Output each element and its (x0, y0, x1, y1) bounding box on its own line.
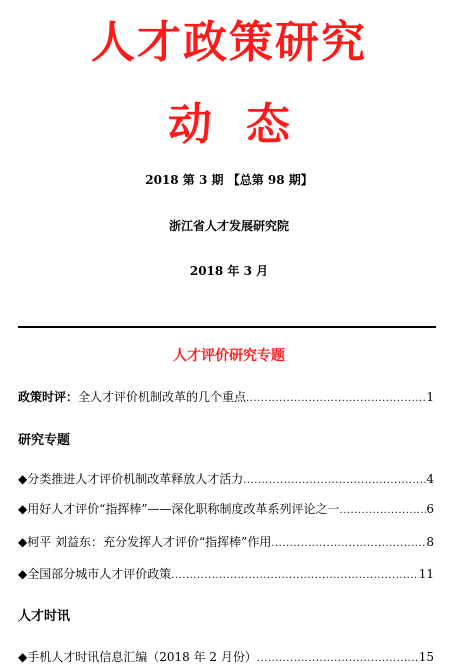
toc-entry-title: ◆柯平 刘益东：充分发挥人才评价“指挥棒”作用 (18, 535, 272, 549)
toc-leader-dots (340, 502, 427, 520)
toc-leader-dots (171, 567, 418, 585)
section-heading-news: 人才时讯 (18, 609, 71, 624)
publication-subtitle: 动态 (168, 99, 324, 150)
toc-entry-page: 15 (418, 650, 434, 664)
toc-entry-title: 全人才评价机制改革的几个重点 (78, 390, 247, 404)
toc-entry-title: ◆分类推进人才评价机制改革释放人才活力 (18, 472, 244, 486)
section-heading-research: 研究专题 (18, 433, 71, 448)
publication-date: 2018 年 3 月 (189, 264, 269, 278)
toc-leader-dots (257, 650, 419, 668)
toc-entry-lead: 政策时评： (18, 390, 79, 404)
toc-entry-page: 1 (426, 390, 434, 404)
toc-entry[interactable] (18, 500, 434, 518)
toc-entry[interactable] (18, 648, 434, 666)
toc-entry-title: ◆用好人才评价“指挥棒”——深化职称制度改革系列评论之一 (18, 502, 340, 516)
toc-entry[interactable] (18, 565, 434, 583)
toc-leader-dots (246, 390, 426, 408)
toc-entry[interactable] (18, 470, 434, 488)
toc-entry-page: 8 (426, 535, 434, 549)
issue-number: 2018 第 3 期 【总第 98 期】 (145, 173, 313, 187)
toc-entry-title: ◆全国部分城市人才评价政策 (18, 567, 172, 581)
toc-entry[interactable] (18, 533, 434, 551)
toc-entry-page: 11 (418, 567, 434, 581)
toc-leader-dots (271, 535, 426, 553)
header-divider (18, 326, 436, 328)
special-topic-heading: 人才评价研究专题 (173, 348, 285, 364)
toc-entry-commentary[interactable] (18, 388, 434, 406)
organization-name: 浙江省人才发展研究院 (168, 219, 289, 233)
publication-title: 人才政策研究 (91, 17, 367, 68)
toc-entry-page: 4 (426, 472, 434, 486)
toc-entry-page: 6 (426, 502, 434, 516)
toc-entry-title: ◆手机人才时讯信息汇编（2018 年 2 月份） (18, 650, 257, 664)
toc-leader-dots (243, 472, 426, 490)
